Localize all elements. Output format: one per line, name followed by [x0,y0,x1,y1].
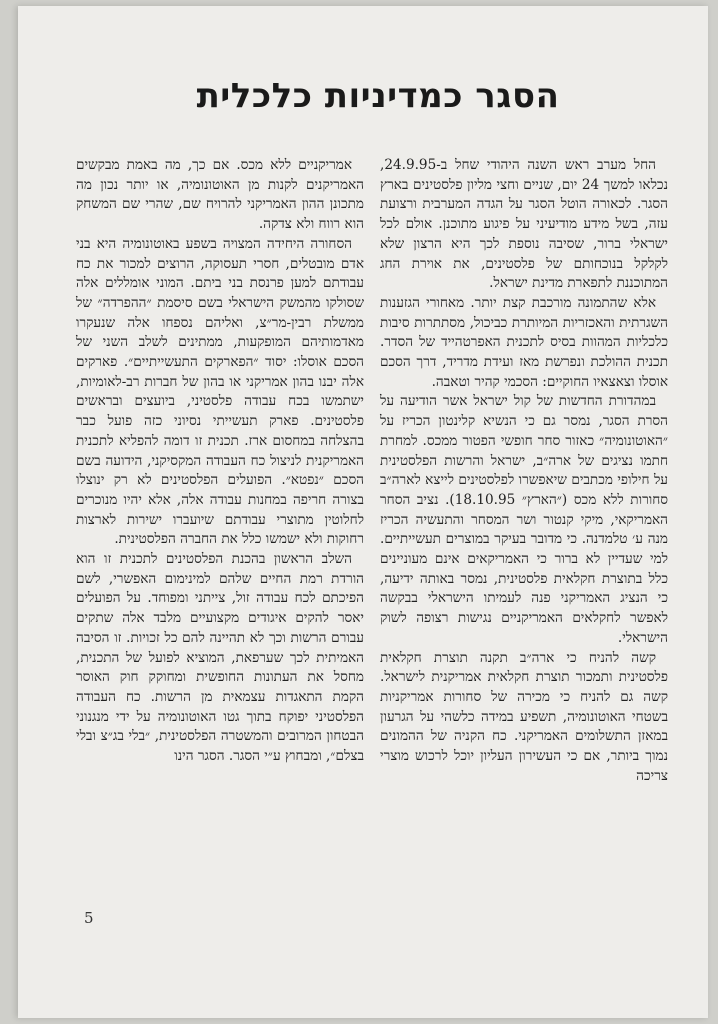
article-column-left [76,156,364,767]
paragraph: השלב הראשון בהכנת הפלסטינים לתכנית זו הוא הורדת רמת החיים שלהם למינימום האפשרי, לשם הפיכתם לכח עבודה זול, צייתני ומפוחד. על הפועלים יאסר להקים איגודים מקצועיים מלבד אלה שתקים עבורם הרשות וכך לא תהיינה להם כל זכויות. זו הסיבה האמיתית לכך שערפאת, המוציא לפועל של התכנית, מחסל את העתונות החופשית ומחוקק חוק האוסר הקמת התאגדות עצמאית מן הרשות. כח העבודה הפלסטיני יפוקח בתוך גטו האוטונומיה על ידי מנגנוני הבטחון המרובים והמשטרה הפלסטינית, ״בלי בג״צ ובלי בצלם״, ומבחוץ ע״י הסגר. הסגר הינו [76,551,364,765]
paragraph: במהדורת החדשות של קול ישראל אשר הודיעה על הסרת הסגר, נמסר גם כי הנשיא קלינטון הכריז על ״האוטונומיה״ כאזור סחר חופשי הפטור ממכס. למחרת חתמו נציגים של ארה״ב, ישראל והרשות הפלסטינית על חילופי מכתבים שיאפשרו לפלסטינים לייצא לארה״ב סחורות ללא מכס (״הארץ״ 18.10.95). נציב הסחר האמריקאי, מיקי קנטור ושר המסחר והתעשיה הכריז מנה ע׳ טלמדנה. כי מדובר בעיקר במוצרים תעשייתיים. למי שעדיין לא ברור כי האמריקאים אינם מעוניינים כלל בתוצרת חקלאית פלסטינית, נמסר באותה ידיעה, כי הנציג האמריקני פנה לעמיתו הישראלי בבקשה לאפשר לחקלאים האמריקניים נגישות רצופה לשוק הישראלי. [380,393,668,646]
page-number: 5 [84,909,94,927]
paragraph: קשה להניח כי ארה״ב תקנה תוצרת חקלאית פלסטינית ותמכור תוצרת חקלאית אמריקנית לישראל. קשה גם להניח כי מכירה של סחורות אמריקניות בשטחי האוטונומיה, תשפיע במידה כלשהי על הגרעון במאזן התשלומים האמריקני. כח הקניה של ההמונים נמוך ביותר, אם כי העשירון העליון יוכל לרכוש מוצרי צריכה [380,649,668,784]
article-column-right [380,156,668,787]
paragraph: אלא שהתמונה מורכבת קצת יותר. מאחורי הגזענות השגרתית והאכזריות המיותרת כביכול, מסתתרות סיבות כלכליות המהוות בסיס לתכנית האפרטהייד של הסדר. תכנית ההולכת ונפרשת מאז ועידת מדריד, דרך הסכם אוסלו וצאצאיו החוקיים: הסכמי קהיר וטאבה. [380,294,668,390]
paragraph: אמריקניים ללא מכס. אם כך, מה באמת מבקשים האמריקנים לקנות מן האוטונומיה, או יותר נכון מה מתכונן ההון האמריקני להרויח שם, שהרי שם המשחק הוא רווח ולא צדקה. [76,157,364,233]
paragraph: החל מערב ראש השנה היהודי שחל ב-24.9.95, נכלאו למשך 24 יום, שניים וחצי מליון פלסטינים בארץ הסגר. לכאורה הוטל הסגר על הגדה המערבית ורצועת עזה, בשל מידע מודיעיני על פיגוע מתוכנן. אולם לכל ישראלי ברור, שסיבה נוספת לכך היא הרצון שלא לקלקל בנוכחותם של פלסטינים, את אוירת החג המתוכננת לתפארת מדינת ישראל. [380,157,668,292]
paragraph: הסחורה היחידה המצויה בשפע באוטונומיה היא בני אדם מובטלים, חסרי תעסוקה, הרוצים למכור את כח עבודתם למען פרנסת בני ביתם. המוני אומללים אלה שסולקו מהמשק הישראלי בשם סיסמת ״ההפרדה״ של ממשלת רבין-מר״צ, ואליהם נספחו אלה שנעקרו מאדמותיהם המופקעות, ממתינים לשלב השני של הסכם אוסלו: יסוד ״הפארקים התעשייתיים״. פארקים אלה יבנו בהון אמריקני או בהון של חברות רב-לאומיות, ישתמשו בכח עבודה פלסטיני, ביועצים ובראשים פלסטינים. פארק תעשייתי נסיוני כזה פועל כבר בהצלחה במחסום ארז. תכנית זו דומה להפליא לתכנית האמריקנית לניצול כח העבודה המקסיקני, הידועה בשם הסכם ״נפטא״. הפועלים הפלסטינים לא רק ינוצלו בצורה חריפה במחנות עבודה אלה, אלא יהיו מנוכרים לחלוטין מתוצרי עבודתם שיועברו ישירות לארצות רחוקות ולא ישמשו כלל את החברה הפלסטינית. [76,235,364,548]
document-page [18,6,708,1018]
article-title: הסגר כמדיניות כלכלית [196,76,560,116]
